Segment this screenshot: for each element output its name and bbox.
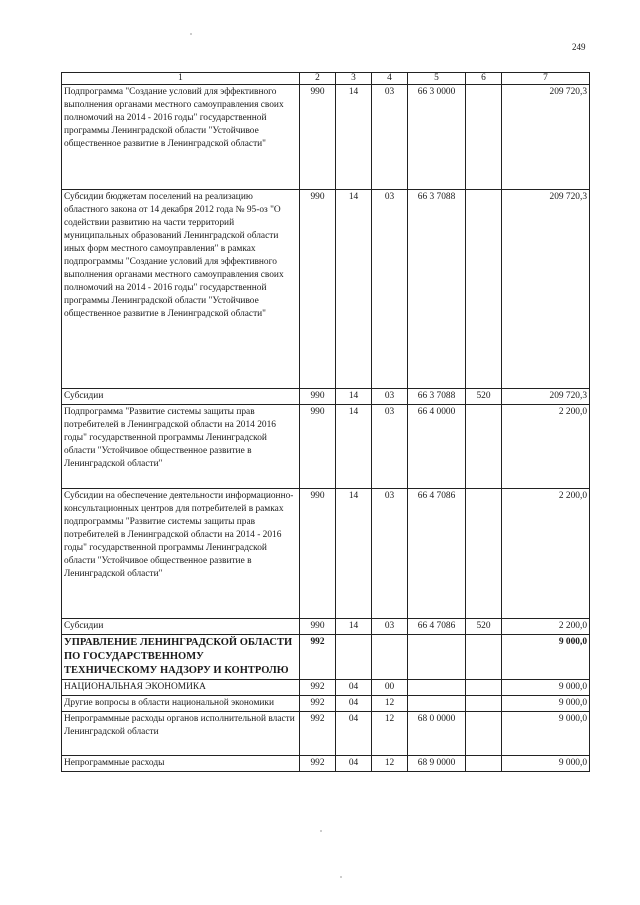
row-section-code	[336, 635, 372, 680]
row-expense-type	[466, 635, 502, 680]
row-subsection-code: 03	[372, 389, 408, 405]
column-header-3: 3	[336, 73, 372, 85]
row-subsection-code: 12	[372, 712, 408, 756]
row-name: Субсидии	[62, 619, 300, 635]
row-expense-type	[466, 405, 502, 489]
row-expense-type: 520	[466, 389, 502, 405]
scan-speck	[340, 876, 342, 878]
table-row	[62, 389, 590, 405]
row-target-code: 66 3 7088	[408, 190, 466, 389]
table-row	[62, 696, 590, 712]
table-row	[62, 635, 590, 680]
row-ministry-code: 992	[300, 696, 336, 712]
row-name: Непрограммные расходы	[62, 756, 300, 772]
column-header-4: 4	[372, 73, 408, 85]
column-header-6: 6	[466, 73, 502, 85]
scan-speck	[320, 830, 322, 832]
row-section-code: 14	[336, 85, 372, 190]
row-name: Другие вопросы в области национальной экономики	[62, 696, 300, 712]
row-expense-type	[466, 696, 502, 712]
row-expense-type	[466, 680, 502, 696]
row-amount: 9 000,0	[502, 696, 590, 712]
row-ministry-code: 990	[300, 619, 336, 635]
row-target-code: 66 4 0000	[408, 405, 466, 489]
row-section-code: 14	[336, 619, 372, 635]
row-amount: 209 720,3	[502, 85, 590, 190]
row-amount: 2 200,0	[502, 405, 590, 489]
row-name: НАЦИОНАЛЬНАЯ ЭКОНОМИКА	[62, 680, 300, 696]
row-amount: 209 720,3	[502, 389, 590, 405]
row-target-code	[408, 680, 466, 696]
row-name: УПРАВЛЕНИЕ ЛЕНИНГРАДСКОЙ ОБЛАСТИ ПО ГОСУДАРСТВЕННОМУ ТЕХНИЧЕСКОМУ НАДЗОРУ И КОНТРОЛЮ	[62, 635, 300, 680]
row-amount: 9 000,0	[502, 712, 590, 756]
row-section-code: 14	[336, 489, 372, 619]
row-subsection-code: 00	[372, 680, 408, 696]
row-amount: 2 200,0	[502, 489, 590, 619]
row-target-code	[408, 696, 466, 712]
row-section-code: 14	[336, 389, 372, 405]
page-number: 249	[572, 42, 586, 52]
table-row	[62, 712, 590, 756]
row-target-code	[408, 635, 466, 680]
table-row	[62, 619, 590, 635]
row-expense-type: 520	[466, 619, 502, 635]
row-name: Субсидии	[62, 389, 300, 405]
row-ministry-code: 990	[300, 389, 336, 405]
row-target-code: 66 4 7086	[408, 489, 466, 619]
row-subsection-code: 03	[372, 619, 408, 635]
row-target-code: 66 3 7088	[408, 389, 466, 405]
row-name: Непрограммные расходы органов исполнительной власти Ленинградской области	[62, 712, 300, 756]
row-ministry-code: 990	[300, 190, 336, 389]
row-subsection-code: 12	[372, 696, 408, 712]
column-header-7: 7	[502, 73, 590, 85]
row-section-code: 04	[336, 696, 372, 712]
row-subsection-code: 03	[372, 85, 408, 190]
row-target-code: 68 9 0000	[408, 756, 466, 772]
table-row	[62, 489, 590, 619]
row-expense-type	[466, 85, 502, 190]
column-header-2: 2	[300, 73, 336, 85]
column-header-5: 5	[408, 73, 466, 85]
row-expense-type	[466, 190, 502, 389]
row-target-code: 68 0 0000	[408, 712, 466, 756]
row-section-code: 04	[336, 756, 372, 772]
table-header-row	[62, 73, 590, 85]
row-ministry-code: 990	[300, 405, 336, 489]
row-amount: 209 720,3	[502, 190, 590, 389]
row-name: Субсидии на обеспечение деятельности информационно-консультационных центров для потребителей в рамках подпрограммы "Развитие системы защиты прав потребителей в Ленинградской области на 2014 - 2016 годы" государственной программы Ленинградской области "Устойчивое общественное развитие в Ленинградской области"	[62, 489, 300, 619]
table-row	[62, 405, 590, 489]
row-target-code: 66 3 0000	[408, 85, 466, 190]
row-subsection-code: 03	[372, 190, 408, 389]
table-row	[62, 85, 590, 190]
table-row	[62, 680, 590, 696]
table-row	[62, 756, 590, 772]
row-ministry-code: 990	[300, 85, 336, 190]
budget-table	[61, 72, 590, 772]
row-ministry-code: 992	[300, 712, 336, 756]
row-ministry-code: 992	[300, 756, 336, 772]
row-name: Подпрограмма "Развитие системы защиты прав потребителей в Ленинградской области на 2014 2016 годы" государственной программы Ленинградской области "Устойчивое общественное развитие в Ленинградской области"	[62, 405, 300, 489]
row-ministry-code: 992	[300, 635, 336, 680]
scan-speck	[190, 33, 192, 35]
table-row	[62, 190, 590, 389]
row-target-code: 66 4 7086	[408, 619, 466, 635]
row-expense-type	[466, 756, 502, 772]
row-subsection-code: 12	[372, 756, 408, 772]
row-amount: 9 000,0	[502, 756, 590, 772]
row-section-code: 14	[336, 405, 372, 489]
row-expense-type	[466, 489, 502, 619]
row-subsection-code	[372, 635, 408, 680]
row-section-code: 04	[336, 680, 372, 696]
row-subsection-code: 03	[372, 405, 408, 489]
row-amount: 9 000,0	[502, 680, 590, 696]
row-amount: 2 200,0	[502, 619, 590, 635]
row-ministry-code: 992	[300, 680, 336, 696]
row-ministry-code: 990	[300, 489, 336, 619]
row-amount: 9 000,0	[502, 635, 590, 680]
row-section-code: 14	[336, 190, 372, 389]
row-subsection-code: 03	[372, 489, 408, 619]
row-name: Подпрограмма "Создание условий для эффективного выполнения органами местного самоуправления своих полномочий на 2014 - 2016 годы" государственной программы Ленинградской области "Устойчивое общественное развитие в Ленинградской области"	[62, 85, 300, 190]
row-expense-type	[466, 712, 502, 756]
row-section-code: 04	[336, 712, 372, 756]
row-name: Субсидии бюджетам поселений на реализацию областного закона от 14 декабря 2012 года № 95-оз "О содействии развитию на части территорий муниципальных образований Ленинградской области иных форм местного самоуправления" в рамках подпрограммы "Создание условий для эффективного выполнения органами местного самоуправления своих полномочий на 2014 - 2016 годы" государственной программы Ленинградской области "Устойчивое общественное развитие в Ленинградской области"	[62, 190, 300, 389]
column-header-1: 1	[62, 73, 300, 85]
